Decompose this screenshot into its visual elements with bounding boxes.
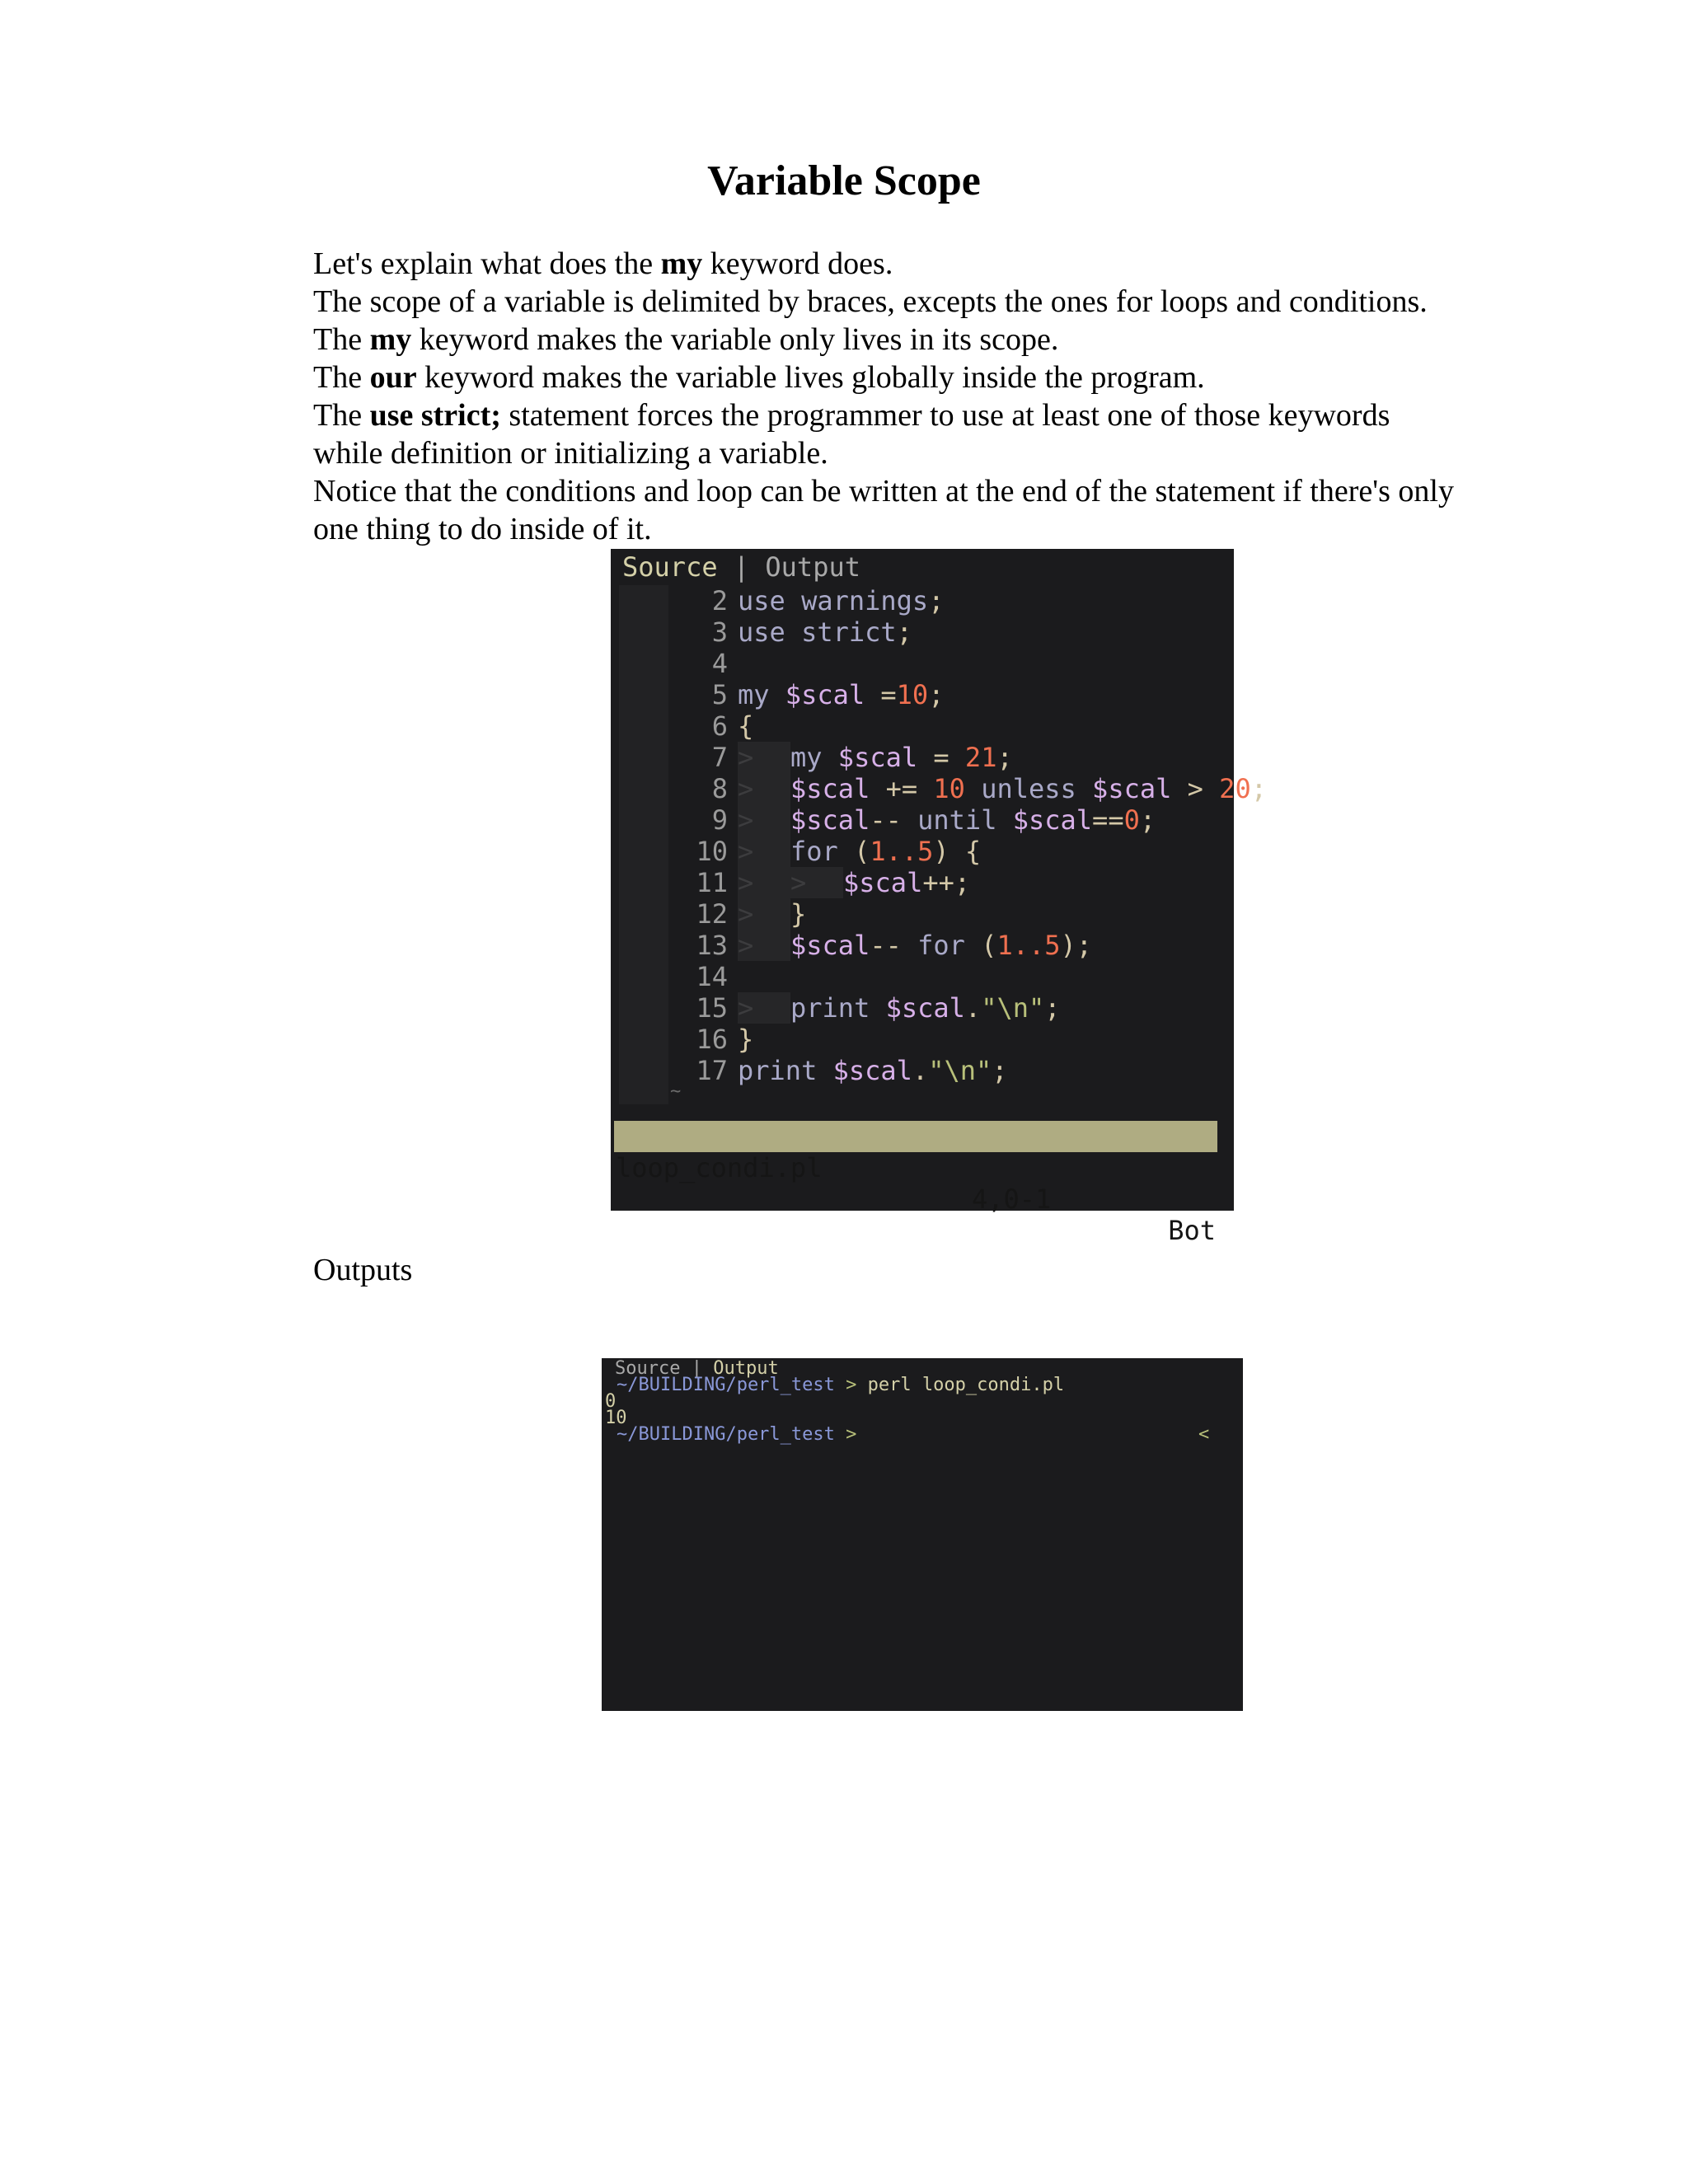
- output-line-2: 10: [605, 1408, 627, 1428]
- indent-guide: >: [738, 867, 790, 898]
- prompt-arrow: >: [846, 1424, 857, 1445]
- line-number: 14: [696, 961, 728, 992]
- code-line: [611, 710, 1234, 742]
- code-text: my $scal =10;: [738, 679, 945, 710]
- line-number: 2: [711, 585, 728, 616]
- tab-output: Output: [713, 1358, 779, 1379]
- code-line: [611, 1024, 1234, 1055]
- line-number: 7: [711, 742, 728, 773]
- code-line: [611, 742, 1234, 773]
- command-text: perl loop_condi.pl: [867, 1375, 1065, 1395]
- code-text: > }: [738, 898, 807, 930]
- outputs-label: Outputs: [313, 1253, 413, 1287]
- code-line: [611, 867, 1234, 898]
- indent-guide: >: [790, 867, 843, 898]
- code-line: [611, 679, 1234, 710]
- code-editor-screenshot: [611, 549, 1267, 1246]
- line-number: 17: [696, 1055, 728, 1086]
- text-line: Notice that the conditions and loop can be written at the end of the statement if there's only: [313, 474, 1454, 509]
- keyword-use-strict: use strict;: [369, 398, 501, 433]
- text-line: [313, 245, 1550, 283]
- code-line: [611, 898, 1234, 930]
- code-line: [611, 1055, 1234, 1086]
- tab-source: Source: [615, 1358, 681, 1379]
- output-line-1: 0: [605, 1391, 617, 1412]
- indent-guide: >: [738, 836, 790, 867]
- line-number: 11: [696, 867, 728, 898]
- text-run: The: [313, 398, 370, 433]
- prompt-path: ~/BUILDING/perl_test: [617, 1424, 835, 1445]
- line-number: 9: [711, 804, 728, 836]
- code-text: > > $scal++;: [738, 867, 971, 898]
- keyword-my: my: [369, 322, 412, 357]
- page-title: Variable Scope: [707, 157, 981, 204]
- keyword-our: our: [369, 360, 417, 395]
- text-run: The: [313, 322, 370, 357]
- editor-tabs: [622, 552, 860, 582]
- prompt-arrow: >: [846, 1375, 857, 1395]
- line-number: 6: [711, 710, 728, 742]
- text-run: keyword makes the variable only lives in its scope.: [411, 322, 1059, 357]
- tab-separator: |: [680, 1358, 714, 1379]
- code-line: [611, 585, 1234, 616]
- status-filename: loop_condi.pl: [616, 1152, 823, 1183]
- indent-guide: >: [738, 930, 790, 961]
- keyword-my: my: [660, 246, 703, 281]
- tab-source: Source: [622, 551, 718, 583]
- tab-output: Output: [765, 551, 860, 583]
- status-scroll-position: Bot: [1168, 1215, 1216, 1246]
- text-line: [313, 359, 1550, 396]
- code-text: use strict;: [738, 616, 912, 648]
- code-text: > for (1..5) {: [738, 836, 982, 867]
- indent-guide: >: [738, 742, 790, 773]
- code-text: > $scal-- until $scal==0;: [738, 804, 1156, 836]
- code-text: > $scal += 10 unless $scal > 20;: [738, 773, 1267, 804]
- code-line: [611, 773, 1267, 804]
- line-number: 8: [711, 773, 728, 804]
- body-text: [313, 245, 1550, 548]
- indent-guide: >: [738, 992, 790, 1024]
- right-prompt-marker: <: [1198, 1424, 1210, 1445]
- code-line: [611, 616, 1234, 648]
- line-number: 3: [711, 616, 728, 648]
- text-line: [313, 396, 1550, 434]
- text-line: [313, 321, 1550, 359]
- indent-guide: >: [738, 773, 790, 804]
- code-text: > $scal-- for (1..5);: [738, 930, 1093, 961]
- tab-separator: |: [717, 551, 766, 583]
- line-number: 15: [696, 992, 728, 1024]
- code-text: }: [738, 1024, 754, 1055]
- indent-guide: >: [738, 898, 790, 930]
- line-number: 16: [696, 1024, 728, 1055]
- status-bar: [614, 1121, 1217, 1246]
- end-of-buffer-marker: ~: [670, 1081, 682, 1102]
- line-number: 4: [711, 648, 728, 679]
- text-run: Let's explain what does the: [313, 246, 661, 281]
- text-line: one thing to do inside of it.: [313, 512, 652, 546]
- indent-guide: >: [738, 804, 790, 836]
- text-line: The scope of a variable is delimited by braces, excepts the ones for loops and conditions.: [313, 284, 1428, 319]
- terminal-output-screenshot: [602, 1358, 1243, 1711]
- line-number: 5: [711, 679, 728, 710]
- code-line: [611, 804, 1234, 836]
- code-line: [611, 930, 1234, 961]
- line-number: 12: [696, 898, 728, 930]
- text-run: The: [313, 360, 370, 395]
- code-text: > print $scal."\n";: [738, 992, 1061, 1024]
- prompt-path: ~/BUILDING/perl_test: [617, 1375, 835, 1395]
- text-run: keyword does.: [702, 246, 893, 281]
- status-cursor-position: 4,0-1: [972, 1183, 1052, 1215]
- terminal-prompt-line: [617, 1424, 856, 1446]
- text-run: statement forces the programmer to use at least one of those keywords: [500, 398, 1390, 433]
- code-area: [611, 585, 1267, 1086]
- terminal-command-line: [617, 1375, 1064, 1396]
- code-text: {: [738, 710, 754, 742]
- line-number: 13: [696, 930, 728, 961]
- code-text: use warnings;: [738, 585, 945, 616]
- code-line: [611, 992, 1234, 1024]
- code-line: [611, 648, 1234, 679]
- code-text: > my $scal = 21;: [738, 742, 1013, 773]
- code-text: print $scal."\n";: [738, 1055, 1008, 1086]
- text-run: keyword makes the variable lives globally inside the program.: [416, 360, 1205, 395]
- code-line: [611, 961, 1234, 992]
- code-line: [611, 836, 1234, 867]
- text-line: while definition or initializing a variable.: [313, 436, 828, 471]
- line-number: 10: [696, 836, 728, 867]
